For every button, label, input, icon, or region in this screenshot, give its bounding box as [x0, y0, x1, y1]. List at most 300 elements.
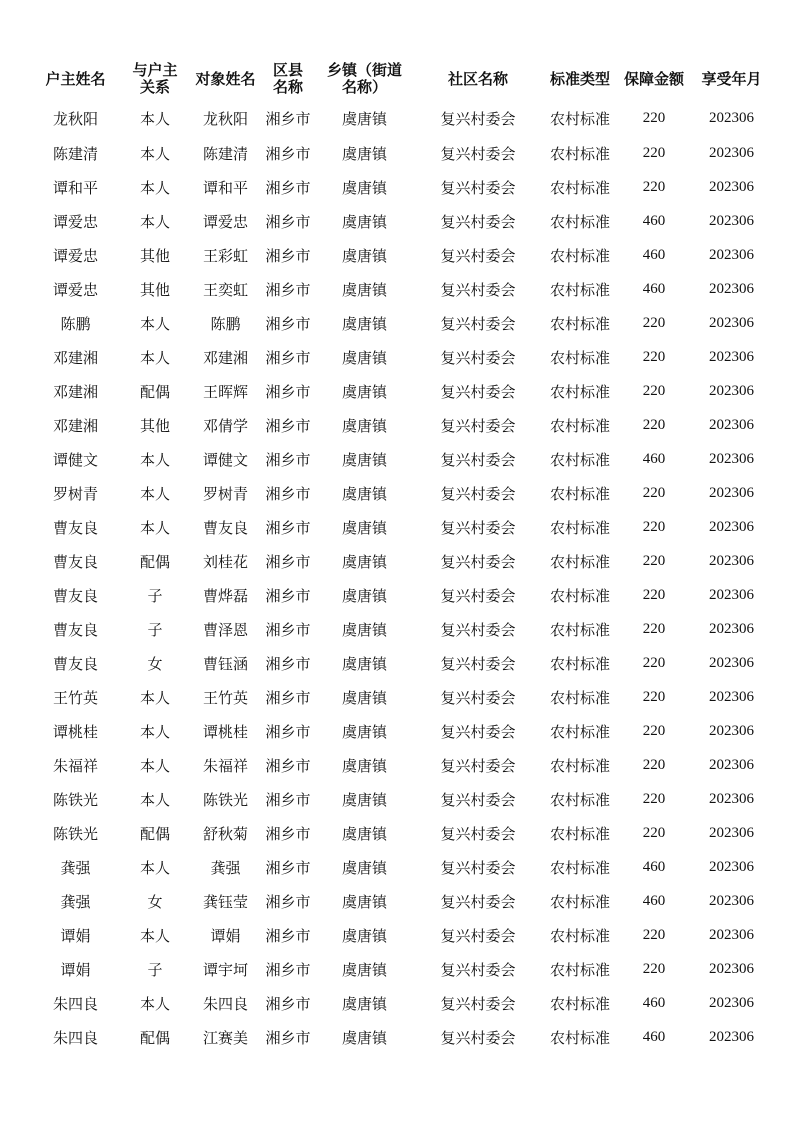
benefit-month-cell: 202306 — [709, 620, 754, 637]
recipient-name-cell: 龙秋阳 — [202, 109, 248, 128]
subsidy-amount-cell: 220 — [642, 790, 666, 807]
household-head-name-cell: 罗树青 — [52, 484, 98, 503]
table-row — [28, 1020, 776, 1054]
subsidy-amount-cell: 460 — [642, 994, 666, 1011]
benefit-month-cell: 202306 — [709, 212, 754, 229]
subsidy-amount-cell: 460 — [642, 246, 666, 263]
county-name-cell: 湘乡市 — [265, 552, 311, 571]
table-header-row — [28, 58, 776, 100]
community-name-cell: 复兴村委会 — [440, 144, 516, 163]
standard-type-cell: 农村标准 — [549, 722, 610, 741]
table-row — [28, 578, 776, 612]
recipient-name-cell: 陈铁光 — [202, 790, 248, 809]
town-name-cell: 虞唐镇 — [341, 518, 387, 537]
community-name-cell: 复兴村委会 — [440, 518, 516, 537]
household-head-name-cell: 陈鹏 — [60, 314, 91, 333]
standard-type-cell: 农村标准 — [549, 688, 610, 707]
recipient-name-cell: 朱福祥 — [202, 756, 248, 775]
recipient-name-cell: 陈鹏 — [210, 314, 241, 333]
community-name-cell: 复兴村委会 — [440, 926, 516, 945]
header-label-line: 关系 — [139, 78, 170, 96]
town-name-cell: 虞唐镇 — [341, 960, 387, 979]
relation-to-head-cell: 本人 — [139, 756, 170, 775]
county-name-cell: 湘乡市 — [265, 314, 311, 333]
benefit-month-cell: 202306 — [709, 416, 754, 433]
benefit-month-cell: 202306 — [709, 586, 754, 603]
benefit-month-cell: 202306 — [709, 280, 754, 297]
header-community-name — [417, 58, 539, 100]
relation-to-head-cell: 本人 — [139, 314, 170, 333]
community-name-cell: 复兴村委会 — [440, 552, 516, 571]
subsidy-amount-cell: 220 — [642, 518, 666, 535]
table-row — [28, 612, 776, 646]
header-county-name — [264, 58, 312, 100]
community-name-cell: 复兴村委会 — [440, 858, 516, 877]
town-name-cell: 虞唐镇 — [341, 144, 387, 163]
subsidy-amount-cell: 220 — [642, 586, 666, 603]
header-household-head-name — [28, 58, 123, 100]
table-row — [28, 544, 776, 578]
county-name-cell: 湘乡市 — [265, 348, 311, 367]
recipient-name-cell: 曹泽恩 — [202, 620, 248, 639]
recipient-name-cell: 龚钰莹 — [202, 892, 248, 911]
relation-to-head-cell: 其他 — [139, 280, 170, 299]
household-head-name-cell: 谭爱忠 — [52, 246, 98, 265]
standard-type-cell: 农村标准 — [549, 484, 610, 503]
standard-type-cell: 农村标准 — [549, 654, 610, 673]
town-name-cell: 虞唐镇 — [341, 756, 387, 775]
household-head-name-cell: 曹友良 — [52, 620, 98, 639]
county-name-cell: 湘乡市 — [265, 654, 311, 673]
header-label-line: 与户主 — [132, 61, 178, 79]
header-label-line: 名称） — [341, 78, 387, 96]
standard-type-cell: 农村标准 — [549, 926, 610, 945]
benefit-month-cell: 202306 — [709, 960, 754, 977]
subsidy-amount-cell: 220 — [642, 484, 666, 501]
community-name-cell: 复兴村委会 — [440, 246, 516, 265]
town-name-cell: 虞唐镇 — [341, 450, 387, 469]
benefit-month-cell: 202306 — [709, 518, 754, 535]
header-label-line: 保障金额 — [623, 69, 684, 88]
household-head-name-cell: 谭爱忠 — [52, 212, 98, 231]
benefit-month-cell: 202306 — [709, 382, 754, 399]
table-row — [28, 476, 776, 510]
benefit-month-cell: 202306 — [709, 348, 754, 365]
town-name-cell: 虞唐镇 — [341, 892, 387, 911]
recipient-name-cell: 谭娟 — [210, 926, 241, 945]
benefit-month-cell: 202306 — [709, 790, 754, 807]
header-label-line: 享受年月 — [701, 69, 762, 88]
standard-type-cell: 农村标准 — [549, 756, 610, 775]
county-name-cell: 湘乡市 — [265, 178, 311, 197]
relation-to-head-cell: 配偶 — [139, 382, 170, 401]
town-name-cell: 虞唐镇 — [341, 654, 387, 673]
benefit-month-cell: 202306 — [709, 246, 754, 263]
household-head-name-cell: 陈铁光 — [52, 790, 98, 809]
subsidy-amount-cell: 220 — [642, 620, 666, 637]
header-relation-to-head — [123, 58, 187, 100]
county-name-cell: 湘乡市 — [265, 450, 311, 469]
household-head-name-cell: 邓建湘 — [52, 382, 98, 401]
header-label-line: 对象姓名 — [195, 69, 256, 88]
county-name-cell: 湘乡市 — [265, 586, 311, 605]
standard-type-cell: 农村标准 — [549, 620, 610, 639]
benefit-month-cell: 202306 — [709, 178, 754, 195]
town-name-cell: 虞唐镇 — [341, 280, 387, 299]
community-name-cell: 复兴村委会 — [440, 416, 516, 435]
standard-type-cell: 农村标准 — [549, 416, 610, 435]
table-row — [28, 884, 776, 918]
county-name-cell: 湘乡市 — [265, 280, 311, 299]
table-row — [28, 918, 776, 952]
recipient-name-cell: 朱四良 — [202, 994, 248, 1013]
town-name-cell: 虞唐镇 — [341, 484, 387, 503]
header-subsidy-amount — [621, 58, 687, 100]
benefit-month-cell: 202306 — [709, 450, 754, 467]
subsidy-amount-cell: 220 — [642, 314, 666, 331]
relation-to-head-cell: 配偶 — [139, 824, 170, 843]
table-row — [28, 204, 776, 238]
benefit-month-cell: 202306 — [709, 756, 754, 773]
table-row — [28, 816, 776, 850]
table-row — [28, 510, 776, 544]
table-row — [28, 442, 776, 476]
county-name-cell: 湘乡市 — [265, 892, 311, 911]
header-label-line: 社区名称 — [447, 69, 508, 88]
recipient-name-cell: 谭爱忠 — [202, 212, 248, 231]
community-name-cell: 复兴村委会 — [440, 450, 516, 469]
relation-to-head-cell: 本人 — [139, 722, 170, 741]
community-name-cell: 复兴村委会 — [440, 960, 516, 979]
benefit-month-cell: 202306 — [709, 314, 754, 331]
community-name-cell: 复兴村委会 — [440, 484, 516, 503]
standard-type-cell: 农村标准 — [549, 960, 610, 979]
table-row — [28, 340, 776, 374]
standard-type-cell: 农村标准 — [549, 824, 610, 843]
subsidy-amount-cell: 460 — [642, 212, 666, 229]
benefit-month-cell: 202306 — [709, 552, 754, 569]
subsidy-amount-cell: 220 — [642, 824, 666, 841]
community-name-cell: 复兴村委会 — [440, 722, 516, 741]
relation-to-head-cell: 本人 — [139, 518, 170, 537]
header-label-line: 乡镇（街道 — [326, 61, 402, 79]
subsidy-amount-cell: 460 — [642, 1028, 666, 1045]
county-name-cell: 湘乡市 — [265, 144, 311, 163]
subsidy-amount-cell: 460 — [642, 858, 666, 875]
recipient-name-cell: 曹烨磊 — [202, 586, 248, 605]
relation-to-head-cell: 配偶 — [139, 1028, 170, 1047]
benefit-month-cell: 202306 — [709, 722, 754, 739]
town-name-cell: 虞唐镇 — [341, 994, 387, 1013]
table-row — [28, 748, 776, 782]
county-name-cell: 湘乡市 — [265, 212, 311, 231]
recipient-name-cell: 谭宇坷 — [202, 960, 248, 979]
standard-type-cell: 农村标准 — [549, 892, 610, 911]
subsidy-amount-cell: 220 — [642, 688, 666, 705]
county-name-cell: 湘乡市 — [265, 994, 311, 1013]
subsidy-amount-cell: 220 — [642, 654, 666, 671]
town-name-cell: 虞唐镇 — [341, 620, 387, 639]
community-name-cell: 复兴村委会 — [440, 620, 516, 639]
relation-to-head-cell: 本人 — [139, 926, 170, 945]
header-town-name — [312, 58, 417, 100]
household-head-name-cell: 陈建清 — [52, 144, 98, 163]
table-row — [28, 272, 776, 306]
community-name-cell: 复兴村委会 — [440, 382, 516, 401]
relation-to-head-cell: 女 — [147, 892, 163, 911]
household-head-name-cell: 谭健文 — [52, 450, 98, 469]
table-row — [28, 306, 776, 340]
recipient-name-cell: 舒秋菊 — [202, 824, 248, 843]
household-head-name-cell: 曹友良 — [52, 518, 98, 537]
recipient-name-cell: 曹钰涵 — [202, 654, 248, 673]
table-row — [28, 782, 776, 816]
header-benefit-month — [687, 58, 776, 100]
county-name-cell: 湘乡市 — [265, 416, 311, 435]
header-label-line: 户主姓名 — [45, 69, 106, 88]
recipient-name-cell: 谭健文 — [202, 450, 248, 469]
county-name-cell: 湘乡市 — [265, 1028, 311, 1047]
relation-to-head-cell: 本人 — [139, 450, 170, 469]
county-name-cell: 湘乡市 — [265, 858, 311, 877]
county-name-cell: 湘乡市 — [265, 518, 311, 537]
relation-to-head-cell: 子 — [147, 586, 163, 605]
benefit-month-cell: 202306 — [709, 1028, 754, 1045]
relation-to-head-cell: 子 — [147, 960, 163, 979]
relation-to-head-cell: 其他 — [139, 246, 170, 265]
household-head-name-cell: 龚强 — [60, 892, 91, 911]
relation-to-head-cell: 本人 — [139, 484, 170, 503]
subsidy-amount-cell: 220 — [642, 552, 666, 569]
relation-to-head-cell: 其他 — [139, 416, 170, 435]
standard-type-cell: 农村标准 — [549, 790, 610, 809]
county-name-cell: 湘乡市 — [265, 246, 311, 265]
benefit-month-cell: 202306 — [709, 484, 754, 501]
subsidy-amount-cell: 220 — [642, 348, 666, 365]
subsidy-amount-cell: 220 — [642, 382, 666, 399]
town-name-cell: 虞唐镇 — [341, 178, 387, 197]
community-name-cell: 复兴村委会 — [440, 756, 516, 775]
subsidy-amount-cell: 220 — [642, 416, 666, 433]
standard-type-cell: 农村标准 — [549, 994, 610, 1013]
benefit-month-cell: 202306 — [709, 654, 754, 671]
standard-type-cell: 农村标准 — [549, 450, 610, 469]
relation-to-head-cell: 配偶 — [139, 552, 170, 571]
subsidy-amount-cell: 220 — [642, 756, 666, 773]
county-name-cell: 湘乡市 — [265, 688, 311, 707]
relation-to-head-cell: 本人 — [139, 212, 170, 231]
county-name-cell: 湘乡市 — [265, 790, 311, 809]
community-name-cell: 复兴村委会 — [440, 654, 516, 673]
header-label-line: 区县 — [272, 61, 303, 79]
household-head-name-cell: 王竹英 — [52, 688, 98, 707]
household-head-name-cell: 谭爱忠 — [52, 280, 98, 299]
household-head-name-cell: 谭娟 — [60, 960, 91, 979]
benefit-month-cell: 202306 — [709, 109, 754, 126]
table-row — [28, 646, 776, 680]
standard-type-cell: 农村标准 — [549, 246, 610, 265]
household-head-name-cell: 邓建湘 — [52, 416, 98, 435]
standard-type-cell: 农村标准 — [549, 348, 610, 367]
household-head-name-cell: 朱四良 — [52, 1028, 98, 1047]
relation-to-head-cell: 本人 — [139, 790, 170, 809]
county-name-cell: 湘乡市 — [265, 620, 311, 639]
benefit-month-cell: 202306 — [709, 824, 754, 841]
standard-type-cell: 农村标准 — [549, 280, 610, 299]
county-name-cell: 湘乡市 — [265, 484, 311, 503]
relation-to-head-cell: 本人 — [139, 109, 170, 128]
subsidy-amount-cell: 460 — [642, 450, 666, 467]
standard-type-cell: 农村标准 — [549, 518, 610, 537]
community-name-cell: 复兴村委会 — [440, 314, 516, 333]
standard-type-cell: 农村标准 — [549, 552, 610, 571]
household-head-name-cell: 曹友良 — [52, 552, 98, 571]
table-row — [28, 850, 776, 884]
recipient-name-cell: 罗树青 — [202, 484, 248, 503]
household-head-name-cell: 朱福祥 — [52, 756, 98, 775]
standard-type-cell: 农村标准 — [549, 144, 610, 163]
recipient-name-cell: 王奕虹 — [202, 280, 248, 299]
town-name-cell: 虞唐镇 — [341, 1028, 387, 1047]
town-name-cell: 虞唐镇 — [341, 824, 387, 843]
recipient-name-cell: 刘桂花 — [202, 552, 248, 571]
household-head-name-cell: 陈铁光 — [52, 824, 98, 843]
community-name-cell: 复兴村委会 — [440, 348, 516, 367]
town-name-cell: 虞唐镇 — [341, 858, 387, 877]
county-name-cell: 湘乡市 — [265, 722, 311, 741]
subsidy-amount-cell: 460 — [642, 280, 666, 297]
town-name-cell: 虞唐镇 — [341, 586, 387, 605]
community-name-cell: 复兴村委会 — [440, 824, 516, 843]
table-body — [28, 100, 776, 1054]
town-name-cell: 虞唐镇 — [341, 314, 387, 333]
standard-type-cell: 农村标准 — [549, 109, 610, 128]
table-row — [28, 170, 776, 204]
benefit-month-cell: 202306 — [709, 994, 754, 1011]
recipient-name-cell: 江赛美 — [202, 1028, 248, 1047]
subsidy-amount-cell: 220 — [642, 144, 666, 161]
household-head-name-cell: 龚强 — [60, 858, 91, 877]
household-head-name-cell: 曹友良 — [52, 654, 98, 673]
table-row — [28, 100, 776, 136]
community-name-cell: 复兴村委会 — [440, 586, 516, 605]
town-name-cell: 虞唐镇 — [341, 688, 387, 707]
relation-to-head-cell: 本人 — [139, 994, 170, 1013]
relation-to-head-cell: 女 — [147, 654, 163, 673]
recipient-name-cell: 谭和平 — [202, 178, 248, 197]
town-name-cell: 虞唐镇 — [341, 212, 387, 231]
relation-to-head-cell: 本人 — [139, 688, 170, 707]
recipient-name-cell: 邓倩学 — [202, 416, 248, 435]
table-row — [28, 680, 776, 714]
town-name-cell: 虞唐镇 — [341, 722, 387, 741]
benefit-month-cell: 202306 — [709, 858, 754, 875]
town-name-cell: 虞唐镇 — [341, 416, 387, 435]
county-name-cell: 湘乡市 — [265, 824, 311, 843]
recipient-name-cell: 王晖辉 — [202, 382, 248, 401]
recipient-name-cell: 陈建清 — [202, 144, 248, 163]
household-head-name-cell: 龙秋阳 — [52, 109, 98, 128]
benefit-month-cell: 202306 — [709, 892, 754, 909]
table-row — [28, 238, 776, 272]
community-name-cell: 复兴村委会 — [440, 688, 516, 707]
county-name-cell: 湘乡市 — [265, 382, 311, 401]
subsidy-amount-cell: 220 — [642, 178, 666, 195]
town-name-cell: 虞唐镇 — [341, 926, 387, 945]
relation-to-head-cell: 子 — [147, 620, 163, 639]
town-name-cell: 虞唐镇 — [341, 348, 387, 367]
town-name-cell: 虞唐镇 — [341, 790, 387, 809]
community-name-cell: 复兴村委会 — [440, 109, 516, 128]
community-name-cell: 复兴村委会 — [440, 1028, 516, 1047]
table-row — [28, 136, 776, 170]
table-row — [28, 374, 776, 408]
standard-type-cell: 农村标准 — [549, 1028, 610, 1047]
household-head-name-cell: 邓建湘 — [52, 348, 98, 367]
recipient-name-cell: 王彩虹 — [202, 246, 248, 265]
recipient-name-cell: 曹友良 — [202, 518, 248, 537]
relation-to-head-cell: 本人 — [139, 178, 170, 197]
standard-type-cell: 农村标准 — [549, 382, 610, 401]
recipient-name-cell: 谭桃桂 — [202, 722, 248, 741]
town-name-cell: 虞唐镇 — [341, 552, 387, 571]
household-head-name-cell: 谭娟 — [60, 926, 91, 945]
community-name-cell: 复兴村委会 — [440, 790, 516, 809]
household-head-name-cell: 谭桃桂 — [52, 722, 98, 741]
town-name-cell: 虞唐镇 — [341, 246, 387, 265]
subsidy-amount-cell: 220 — [642, 960, 666, 977]
header-label-line: 名称 — [272, 78, 303, 96]
benefit-month-cell: 202306 — [709, 926, 754, 943]
header-recipient-name — [187, 58, 264, 100]
community-name-cell: 复兴村委会 — [440, 212, 516, 231]
standard-type-cell: 农村标准 — [549, 212, 610, 231]
town-name-cell: 虞唐镇 — [341, 382, 387, 401]
standard-type-cell: 农村标准 — [549, 178, 610, 197]
standard-type-cell: 农村标准 — [549, 858, 610, 877]
household-head-name-cell: 谭和平 — [52, 178, 98, 197]
recipient-name-cell: 邓建湘 — [202, 348, 248, 367]
relation-to-head-cell: 本人 — [139, 348, 170, 367]
town-name-cell: 虞唐镇 — [341, 109, 387, 128]
county-name-cell: 湘乡市 — [265, 109, 311, 128]
header-standard-type — [539, 58, 621, 100]
subsidy-roster-table — [28, 58, 776, 1054]
county-name-cell: 湘乡市 — [265, 926, 311, 945]
household-head-name-cell: 曹友良 — [52, 586, 98, 605]
community-name-cell: 复兴村委会 — [440, 994, 516, 1013]
county-name-cell: 湘乡市 — [265, 960, 311, 979]
recipient-name-cell: 王竹英 — [202, 688, 248, 707]
community-name-cell: 复兴村委会 — [440, 892, 516, 911]
table-row — [28, 714, 776, 748]
recipient-name-cell: 龚强 — [210, 858, 241, 877]
table-row — [28, 952, 776, 986]
standard-type-cell: 农村标准 — [549, 586, 610, 605]
subsidy-amount-cell: 460 — [642, 892, 666, 909]
header-label-line: 标准类型 — [549, 69, 610, 88]
county-name-cell: 湘乡市 — [265, 756, 311, 775]
subsidy-amount-cell: 220 — [642, 722, 666, 739]
table-row — [28, 986, 776, 1020]
relation-to-head-cell: 本人 — [139, 144, 170, 163]
subsidy-amount-cell: 220 — [642, 926, 666, 943]
table-row — [28, 408, 776, 442]
standard-type-cell: 农村标准 — [549, 314, 610, 333]
benefit-month-cell: 202306 — [709, 144, 754, 161]
community-name-cell: 复兴村委会 — [440, 280, 516, 299]
relation-to-head-cell: 本人 — [139, 858, 170, 877]
